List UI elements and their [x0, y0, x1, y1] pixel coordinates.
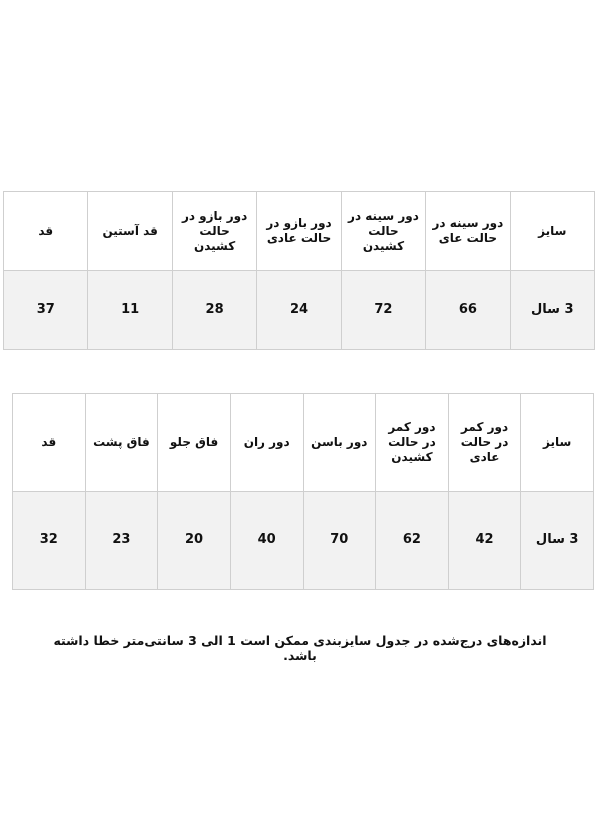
cell-arm-normal: 24	[257, 271, 341, 350]
table-row	[4, 271, 595, 350]
cell-length: 37	[4, 271, 88, 350]
header-hip: دور باسن	[303, 394, 376, 492]
header-size: سایز	[510, 192, 594, 271]
header-arm-stretched: دور بازو در حالت کشیدن	[172, 192, 256, 271]
header-waist-normal: دور کمر در حالت عادی	[448, 394, 521, 492]
header-arm-normal: دور بازو در حالت عادی	[257, 192, 341, 271]
cell-back-rise: 23	[85, 492, 158, 590]
cell-size: 3 سال	[521, 492, 594, 590]
header-chest-normal: دور سینه در حالت عای	[426, 192, 510, 271]
header-row	[4, 192, 595, 271]
cell-arm-stretched: 28	[172, 271, 256, 350]
cell-hip: 70	[303, 492, 376, 590]
header-size: سایز	[521, 394, 594, 492]
header-back-rise: فاق پشت	[85, 394, 158, 492]
cell-size: 3 سال	[510, 271, 594, 350]
cell-front-rise: 20	[158, 492, 231, 590]
cell-chest-normal: 66	[426, 271, 510, 350]
cell-waist-stretched: 62	[376, 492, 449, 590]
header-row	[13, 394, 594, 492]
cell-waist-normal: 42	[448, 492, 521, 590]
bottom-size-table	[12, 393, 594, 590]
size-tolerance-note: اندازه‌های درج‌شده در جدول سایزبندی ممکن است 1 الی 3 سانتی‌متر خطا داشته باشد.	[53, 633, 547, 663]
cell-sleeve-length: 11	[88, 271, 172, 350]
cell-thigh: 40	[230, 492, 303, 590]
header-front-rise: فاق جلو	[158, 394, 231, 492]
header-waist-stretched: دور کمر در حالت کشیدن	[376, 394, 449, 492]
table-row	[13, 492, 594, 590]
header-chest-stretched: دور سینه در حالت کشیدن	[341, 192, 425, 271]
header-length: قد	[13, 394, 86, 492]
header-length: قد	[4, 192, 88, 271]
top-size-table	[3, 191, 595, 350]
header-thigh: دور ران	[230, 394, 303, 492]
cell-chest-stretched: 72	[341, 271, 425, 350]
cell-length: 32	[13, 492, 86, 590]
header-sleeve-length: قد آستین	[88, 192, 172, 271]
